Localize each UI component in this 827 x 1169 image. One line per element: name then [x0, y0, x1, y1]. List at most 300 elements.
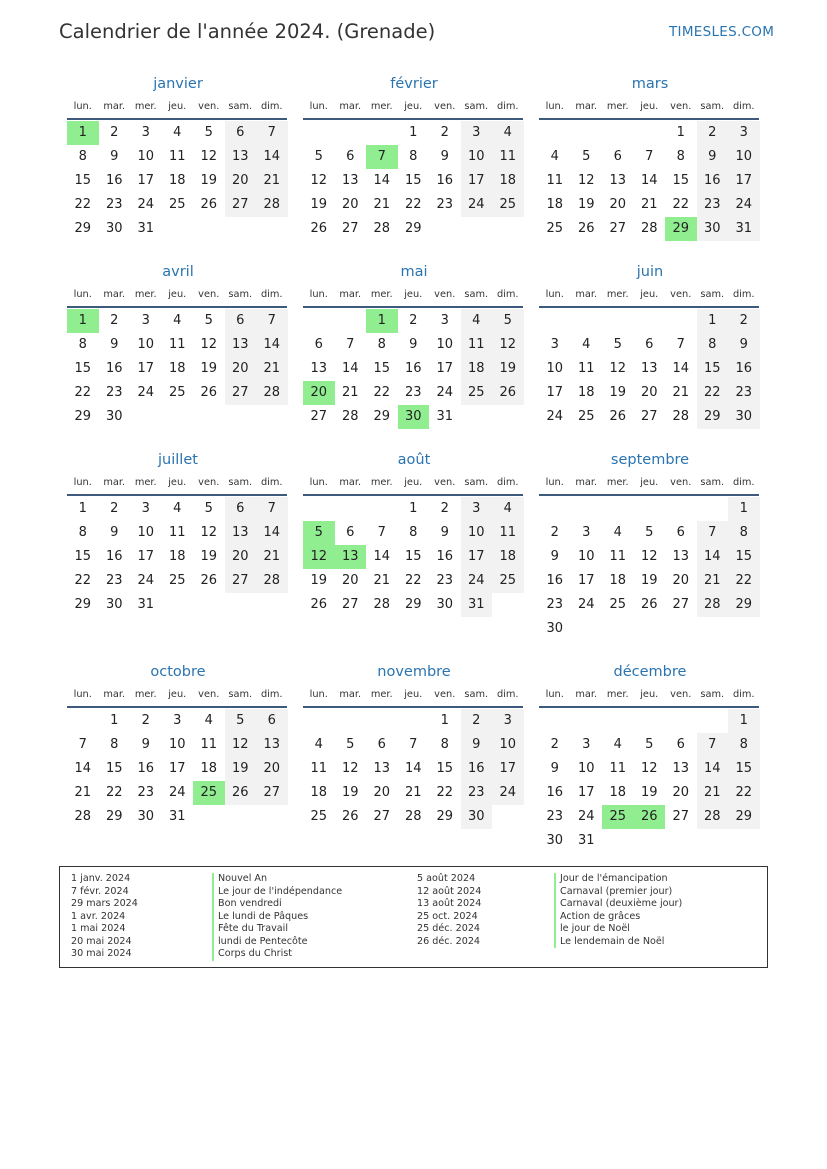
- day-cell: 24: [436, 385, 454, 400]
- empty-cell: [571, 617, 603, 641]
- day-cell: 10: [436, 337, 454, 352]
- day-cell: 19: [200, 549, 218, 564]
- day-cell: 22: [74, 197, 92, 212]
- legend-date: 25 déc. 2024: [417, 923, 481, 934]
- weekday-label: sam.: [464, 288, 489, 300]
- day-cell: 26: [310, 221, 328, 236]
- empty-cell: [634, 617, 666, 641]
- weekday-label: mer.: [606, 688, 629, 700]
- weekday-label: mer.: [606, 100, 629, 112]
- day-cell: 11: [461, 333, 493, 357]
- weekday-header: [303, 683, 525, 705]
- header-rule: [303, 306, 523, 308]
- day-cell: 19: [492, 357, 524, 381]
- day-cell: 23: [546, 597, 564, 612]
- day-cell: 11: [492, 145, 524, 169]
- header-rule: [67, 706, 287, 708]
- weekday-label: dim.: [260, 688, 283, 700]
- week-row: [539, 521, 761, 545]
- day-cell: 4: [613, 525, 622, 540]
- day-cell: 13: [225, 521, 257, 545]
- legend-names-right: [554, 873, 682, 948]
- legend-date: 5 août 2024: [417, 873, 476, 884]
- day-cell: 21: [404, 785, 422, 800]
- legend-holiday-name: Le lundi de Pâques: [212, 911, 342, 924]
- day-cell: 29: [404, 221, 422, 236]
- day-cell: 1: [67, 309, 99, 333]
- legend-date: 1 janv. 2024: [71, 873, 131, 884]
- empty-cell: [634, 497, 666, 521]
- day-cell: 9: [461, 733, 493, 757]
- day-cell: 18: [168, 361, 186, 376]
- day-cell: 24: [492, 781, 524, 805]
- empty-cell: [665, 709, 697, 733]
- brand-link[interactable]: TIMESLES.COM: [669, 24, 775, 40]
- weekday-label: ven.: [670, 288, 692, 300]
- day-cell: 16: [137, 761, 155, 776]
- day-cell: 9: [697, 145, 729, 169]
- weekday-label: jeu.: [640, 688, 659, 700]
- empty-cell: [130, 405, 162, 429]
- day-cell: 1: [78, 501, 87, 516]
- day-cell: 21: [256, 357, 288, 381]
- weekday-label: sam.: [228, 688, 253, 700]
- day-cell: 6: [613, 149, 622, 164]
- day-cell: 10: [137, 525, 155, 540]
- weekday-label: lun.: [545, 476, 564, 488]
- day-cell: 16: [105, 361, 123, 376]
- day-cell: 16: [697, 169, 729, 193]
- day-cell: 28: [256, 569, 288, 593]
- day-cell: 8: [78, 337, 87, 352]
- day-cell: 20: [373, 785, 391, 800]
- day-cell: 16: [404, 361, 422, 376]
- empty-cell: [303, 709, 335, 733]
- weekday-label: lun.: [545, 100, 564, 112]
- weekday-label: mar.: [339, 688, 362, 700]
- day-cell: 27: [341, 597, 359, 612]
- empty-cell: [728, 829, 760, 853]
- week-row: [539, 781, 761, 805]
- weekday-header: [67, 283, 289, 305]
- day-cell: 4: [550, 149, 559, 164]
- day-cell: 16: [105, 173, 123, 188]
- weekday-label: dim.: [496, 100, 519, 112]
- day-cell: 9: [409, 337, 418, 352]
- day-cell: 14: [256, 145, 288, 169]
- day-cell: 23: [105, 573, 123, 588]
- day-cell: 18: [609, 785, 627, 800]
- day-cell: 4: [204, 713, 213, 728]
- day-cell: 31: [728, 217, 760, 241]
- day-cell: 6: [225, 497, 257, 521]
- day-cell: 10: [461, 145, 493, 169]
- weekday-header: [539, 683, 761, 705]
- day-cell: 8: [377, 337, 386, 352]
- week-row: [67, 217, 289, 241]
- empty-cell: [303, 497, 335, 521]
- day-cell: 6: [256, 709, 288, 733]
- day-cell: 18: [492, 545, 524, 569]
- week-row: [303, 569, 525, 593]
- day-cell: 25: [461, 381, 493, 405]
- day-cell: 30: [105, 597, 123, 612]
- day-cell: 2: [409, 313, 418, 328]
- empty-cell: [225, 405, 257, 429]
- day-cell: 23: [105, 197, 123, 212]
- weekday-label: sam.: [228, 100, 253, 112]
- day-cell: 19: [577, 197, 595, 212]
- day-cell: 1: [366, 309, 398, 333]
- week-row: [67, 521, 289, 545]
- day-cell: 28: [640, 221, 658, 236]
- day-cell: 12: [303, 545, 335, 569]
- day-cell: 2: [550, 525, 559, 540]
- holiday-legend: [59, 866, 768, 968]
- day-cell: 17: [461, 545, 493, 569]
- day-cell: 13: [310, 361, 328, 376]
- day-cell: 17: [168, 761, 186, 776]
- day-cell: 27: [373, 809, 391, 824]
- empty-cell: [193, 217, 225, 241]
- day-cell: 16: [546, 573, 564, 588]
- day-cell: 16: [546, 785, 564, 800]
- week-row: [303, 545, 525, 569]
- day-cell: 23: [697, 193, 729, 217]
- weekday-label: ven.: [434, 100, 456, 112]
- legend-date: 26 déc. 2024: [417, 935, 481, 947]
- week-row: [303, 121, 525, 145]
- day-cell: 14: [373, 549, 391, 564]
- week-row: [303, 709, 525, 733]
- week-row: [303, 593, 525, 617]
- week-row: [67, 405, 289, 429]
- day-cell: 13: [672, 549, 690, 564]
- day-cell: 19: [200, 173, 218, 188]
- weekday-label: lun.: [309, 688, 328, 700]
- day-cell: 28: [341, 409, 359, 424]
- day-cell: 10: [577, 761, 595, 776]
- day-cell: 6: [676, 525, 685, 540]
- day-cell: 22: [436, 785, 454, 800]
- empty-cell: [697, 709, 729, 733]
- day-cell: 12: [200, 149, 218, 164]
- day-cell: 19: [640, 573, 658, 588]
- day-cell: 19: [310, 573, 328, 588]
- empty-cell: [634, 309, 666, 333]
- day-cell: 31: [168, 809, 186, 824]
- day-cell: 30: [105, 409, 123, 424]
- empty-cell: [256, 405, 288, 429]
- weekday-label: mar.: [339, 476, 362, 488]
- day-cell: 28: [373, 597, 391, 612]
- day-cell: 11: [168, 149, 186, 164]
- day-cell: 30: [697, 217, 729, 241]
- day-cell: 26: [200, 385, 218, 400]
- day-cell: 14: [256, 521, 288, 545]
- weekday-label: dim.: [732, 476, 755, 488]
- empty-cell: [728, 617, 760, 641]
- week-row: [539, 121, 761, 145]
- weekday-header: [303, 95, 525, 117]
- day-cell: 5: [645, 525, 654, 540]
- month-5: [303, 261, 525, 429]
- empty-cell: [193, 593, 225, 617]
- page-title: Calendrier de l'année 2024. (Grenade): [59, 20, 436, 43]
- weekday-label: sam.: [700, 100, 725, 112]
- week-row: [67, 381, 289, 405]
- day-cell: 13: [373, 761, 391, 776]
- week-row: [539, 733, 761, 757]
- day-cell: 4: [314, 737, 323, 752]
- weekday-label: lun.: [309, 100, 328, 112]
- day-cell: 16: [461, 757, 493, 781]
- day-cell: 19: [200, 361, 218, 376]
- week-row: [303, 405, 525, 429]
- weekday-label: sam.: [228, 476, 253, 488]
- day-cell: 13: [225, 145, 257, 169]
- day-cell: 1: [67, 121, 99, 145]
- day-cell: 29: [105, 809, 123, 824]
- day-cell: 4: [461, 309, 493, 333]
- weekday-label: lun.: [545, 688, 564, 700]
- legend-date: 30 mai 2024: [71, 948, 132, 959]
- day-cell: 17: [137, 361, 155, 376]
- day-cell: 25: [609, 597, 627, 612]
- week-row: [303, 193, 525, 217]
- day-cell: 28: [672, 409, 690, 424]
- weekday-label: ven.: [198, 476, 220, 488]
- empty-cell: [225, 805, 257, 829]
- day-cell: 24: [546, 409, 564, 424]
- day-cell: 5: [582, 149, 591, 164]
- day-cell: 24: [168, 785, 186, 800]
- day-cell: 23: [461, 781, 493, 805]
- day-cell: 1: [728, 709, 760, 733]
- day-cell: 9: [550, 549, 559, 564]
- day-cell: 5: [204, 125, 213, 140]
- empty-cell: [665, 309, 697, 333]
- day-cell: 14: [341, 361, 359, 376]
- weekday-header: [303, 471, 525, 493]
- day-cell: 25: [168, 385, 186, 400]
- day-cell: 21: [341, 385, 359, 400]
- day-cell: 24: [137, 197, 155, 212]
- day-cell: 21: [74, 785, 92, 800]
- day-cell: 5: [492, 309, 524, 333]
- legend-holiday-name: Nouvel An: [212, 873, 342, 886]
- day-cell: 25: [577, 409, 595, 424]
- empty-cell: [366, 497, 398, 521]
- day-cell: 2: [728, 309, 760, 333]
- weekday-header: [539, 283, 761, 305]
- day-cell: 24: [137, 385, 155, 400]
- month-name: avril: [162, 264, 194, 280]
- month-1: [67, 73, 289, 241]
- empty-cell: [256, 217, 288, 241]
- legend-date: 25 oct. 2024: [417, 910, 478, 922]
- day-cell: 13: [609, 173, 627, 188]
- day-cell: 25: [492, 569, 524, 593]
- day-cell: 27: [256, 781, 288, 805]
- day-cell: 6: [225, 309, 257, 333]
- day-cell: 12: [200, 525, 218, 540]
- day-cell: 10: [492, 733, 524, 757]
- day-cell: 30: [461, 805, 493, 829]
- legend-holiday-name: Le lendemain de Noël: [554, 936, 682, 949]
- week-row: [303, 733, 525, 757]
- day-cell: 20: [341, 197, 359, 212]
- day-cell: 13: [335, 545, 367, 569]
- week-row: [539, 309, 761, 333]
- weekday-label: mar.: [575, 688, 598, 700]
- weekday-header: [303, 283, 525, 305]
- weekday-label: jeu.: [168, 476, 187, 488]
- empty-cell: [366, 709, 398, 733]
- day-cell: 24: [461, 193, 493, 217]
- weekday-label: dim.: [732, 688, 755, 700]
- header-rule: [539, 306, 759, 308]
- empty-cell: [256, 593, 288, 617]
- week-row: [67, 733, 289, 757]
- empty-cell: [602, 309, 634, 333]
- day-cell: 24: [461, 569, 493, 593]
- day-cell: 1: [440, 713, 449, 728]
- week-row: [303, 805, 525, 829]
- day-cell: 19: [310, 197, 328, 212]
- day-cell: 20: [640, 385, 658, 400]
- week-row: [539, 405, 761, 429]
- empty-cell: [634, 829, 666, 853]
- month-name: juin: [636, 264, 664, 280]
- day-cell: 22: [373, 385, 391, 400]
- weekday-label: mer.: [370, 100, 393, 112]
- weekday-label: lun.: [545, 288, 564, 300]
- weekday-label: dim.: [260, 100, 283, 112]
- day-cell: 11: [168, 525, 186, 540]
- day-cell: 27: [640, 409, 658, 424]
- day-cell: 19: [225, 757, 257, 781]
- day-cell: 15: [672, 173, 690, 188]
- day-cell: 16: [436, 173, 454, 188]
- day-cell: 23: [436, 197, 454, 212]
- month-9: [539, 449, 761, 641]
- weekday-label: dim.: [496, 688, 519, 700]
- weekday-label: jeu.: [404, 688, 423, 700]
- day-cell: 6: [346, 149, 355, 164]
- week-row: [303, 381, 525, 405]
- weekday-header: [67, 683, 289, 705]
- legend-holiday-name: Jour de l'émancipation: [554, 873, 682, 886]
- day-cell: 16: [105, 549, 123, 564]
- day-cell: 12: [640, 549, 658, 564]
- day-cell: 18: [461, 357, 493, 381]
- day-cell: 16: [728, 357, 760, 381]
- day-cell: 12: [609, 361, 627, 376]
- day-cell: 17: [436, 361, 454, 376]
- empty-cell: [539, 121, 571, 145]
- day-cell: 29: [74, 409, 92, 424]
- day-cell: 30: [398, 405, 430, 429]
- day-cell: 21: [697, 781, 729, 805]
- day-cell: 30: [546, 833, 564, 848]
- week-row: [303, 217, 525, 241]
- day-cell: 3: [582, 737, 591, 752]
- week-row: [67, 121, 289, 145]
- day-cell: 2: [550, 737, 559, 752]
- day-cell: 1: [110, 713, 119, 728]
- day-cell: 17: [577, 785, 595, 800]
- header-rule: [303, 494, 523, 496]
- empty-cell: [193, 405, 225, 429]
- legend-holiday-name: Fête du Travail: [212, 923, 342, 936]
- weekday-label: ven.: [434, 476, 456, 488]
- weekday-label: sam.: [700, 688, 725, 700]
- weekday-label: mar.: [103, 476, 126, 488]
- day-cell: 21: [640, 197, 658, 212]
- day-cell: 1: [728, 497, 760, 521]
- day-cell: 5: [346, 737, 355, 752]
- month-name: juillet: [158, 452, 198, 468]
- weekday-label: mar.: [575, 476, 598, 488]
- day-cell: 9: [550, 761, 559, 776]
- day-cell: 22: [728, 781, 760, 805]
- day-cell: 26: [310, 597, 328, 612]
- day-cell: 13: [672, 761, 690, 776]
- day-cell: 4: [173, 501, 182, 516]
- empty-cell: [697, 497, 729, 521]
- empty-cell: [303, 309, 335, 333]
- month-name: août: [397, 452, 431, 468]
- week-row: [539, 593, 761, 617]
- day-cell: 18: [310, 785, 328, 800]
- week-row: [67, 781, 289, 805]
- day-cell: 27: [310, 409, 328, 424]
- day-cell: 10: [168, 737, 186, 752]
- day-cell: 24: [577, 597, 595, 612]
- day-cell: 15: [105, 761, 123, 776]
- day-cell: 28: [697, 593, 729, 617]
- day-cell: 9: [141, 737, 150, 752]
- weekday-label: jeu.: [404, 288, 423, 300]
- weekday-label: lun.: [309, 476, 328, 488]
- weekday-label: jeu.: [168, 688, 187, 700]
- day-cell: 25: [492, 193, 524, 217]
- day-cell: 1: [697, 309, 729, 333]
- day-cell: 8: [676, 149, 685, 164]
- day-cell: 24: [728, 193, 760, 217]
- day-cell: 5: [613, 337, 622, 352]
- week-row: [539, 333, 761, 357]
- weekday-label: mer.: [606, 288, 629, 300]
- day-cell: 17: [577, 573, 595, 588]
- day-cell: 2: [440, 125, 449, 140]
- day-cell: 13: [225, 333, 257, 357]
- day-cell: 17: [546, 385, 564, 400]
- day-cell: 15: [74, 361, 92, 376]
- day-cell: 24: [137, 573, 155, 588]
- day-cell: 27: [225, 381, 257, 405]
- empty-cell: [162, 217, 194, 241]
- day-cell: 3: [461, 497, 493, 521]
- empty-cell: [335, 497, 367, 521]
- day-cell: 26: [200, 197, 218, 212]
- day-cell: 4: [613, 737, 622, 752]
- day-cell: 27: [225, 193, 257, 217]
- day-cell: 4: [492, 121, 524, 145]
- week-row: [303, 781, 525, 805]
- month-8: [303, 449, 525, 617]
